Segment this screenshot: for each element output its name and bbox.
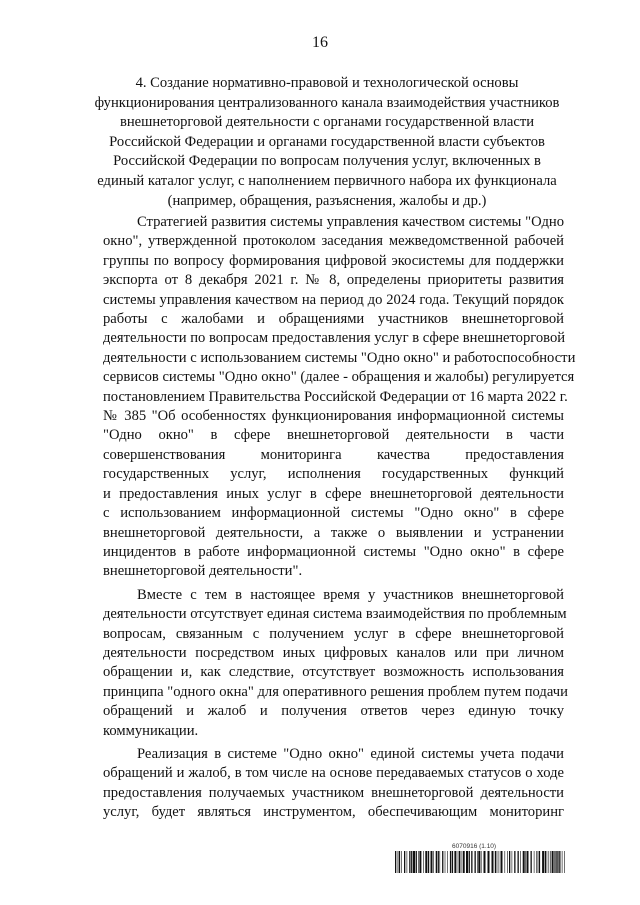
barcode-bar <box>459 851 460 873</box>
barcode-bar <box>518 851 519 873</box>
barcode-bar <box>547 851 548 873</box>
barcode-bar <box>488 851 490 873</box>
barcode-bar <box>545 851 546 873</box>
barcode-bar <box>495 851 496 873</box>
barcode-bar <box>466 851 468 873</box>
body-text <box>103 213 576 827</box>
barcode-bar <box>416 851 417 873</box>
barcode-bar <box>475 851 476 873</box>
page-number: 16 <box>312 34 328 51</box>
paragraph-line: системы управления качеством на период до 2024 года. Текущий порядок <box>103 291 564 308</box>
barcode-bar <box>527 851 529 873</box>
paragraph-line: группы по вопросу формирования цифровой экосистемы для поддержки <box>103 252 564 269</box>
barcode-bar <box>440 851 441 873</box>
barcode-bar <box>477 851 478 873</box>
paragraph-line: услуг, будет являться инструментом, обеспечивающим мониторинг <box>103 804 564 821</box>
barcode-image <box>395 851 565 873</box>
barcode-bar <box>538 851 539 873</box>
barcode-bar <box>471 851 472 873</box>
paragraph-line: государственных услуг, исполнения государственных функций <box>103 466 564 483</box>
barcode-bar <box>523 851 525 873</box>
heading-line: Российской Федерации по вопросам получения услуг, включенных в <box>113 153 541 170</box>
barcode-bar <box>557 851 558 873</box>
barcode-bar <box>552 851 554 873</box>
barcode-bar <box>478 851 480 873</box>
barcode-bar <box>531 851 532 873</box>
barcode-bar <box>509 851 510 873</box>
barcode-bar <box>399 851 400 873</box>
barcode-bar <box>409 851 410 873</box>
barcode-bar <box>407 851 408 873</box>
barcode-bar <box>452 851 453 873</box>
paragraph-line: Вместе с тем в настоящее время у участников внешнеторговой <box>137 586 564 603</box>
barcode-bar <box>428 851 429 873</box>
barcode-bar <box>549 851 550 873</box>
barcode-bar <box>431 851 433 873</box>
heading-line: функционирования централизованного канала взаимодействия участников <box>94 94 560 111</box>
paragraph-line: обращений и жалоб, в том числе на основе передаваемых статусов о ходе <box>103 765 564 782</box>
barcode-bar <box>505 851 506 873</box>
barcode-bar <box>442 851 443 873</box>
barcode-bar <box>512 851 513 873</box>
paragraph-line: № 385 "Об особенностях функционирования информационной системы <box>103 408 564 425</box>
paragraph-line: вопросам, связанным с получением услуг в сфере внешнеторговой <box>103 625 564 642</box>
paragraph-line: деятельности с использованием системы "Одно окно" и работоспособности <box>103 349 576 366</box>
barcode-bar <box>520 851 521 873</box>
barcode-bar <box>445 851 446 873</box>
barcode-bar <box>425 851 427 873</box>
barcode-bar <box>401 851 402 873</box>
barcode-bar <box>559 851 560 873</box>
barcode-bar <box>481 851 482 873</box>
heading-line: единый каталог услуг, с наполнением первичного набора их функционала <box>97 172 557 189</box>
paragraph-line: совершенствования мониторинга качества предоставления <box>103 446 564 463</box>
barcode-bar <box>536 851 537 873</box>
paragraph-line: деятельности посредством иных цифровых каналов или при личном <box>103 644 564 661</box>
paragraph <box>103 586 568 741</box>
barcode-bar <box>436 851 437 873</box>
barcode-bar <box>395 851 396 873</box>
barcode-bar <box>542 851 544 873</box>
barcode-bar <box>501 851 503 873</box>
paragraph-line: сервисов системы "Одно окно" (далее - обращения и жалобы) регулируется <box>103 369 575 386</box>
heading-line: 4. Создание нормативно-правовой и технологической основы <box>135 75 519 91</box>
paragraph <box>103 213 576 582</box>
barcode-bar <box>514 851 515 873</box>
barcode-bar <box>562 851 563 873</box>
paragraph-line: с использованием информационной системы "Одно окно" в сфере <box>103 505 564 522</box>
heading-line: (например, обращения, разъяснения, жалобы и др.) <box>167 192 487 209</box>
paragraph-line: предоставления получаемых участником внешнеторговой деятельности <box>103 784 564 801</box>
paragraph-line: и предоставления иных услуг в сфере внешнеторговой деятельности <box>103 485 564 502</box>
barcode-bar <box>499 851 500 873</box>
paragraph-line: экспорта от 8 декабря 2021 г. № 8, определены приоритеты развития <box>103 272 564 289</box>
barcode-bar <box>539 851 540 873</box>
section-heading <box>90 74 564 211</box>
paragraph-line: постановлением Правительства Российской Федерации от 16 марта 2022 г. <box>103 388 568 405</box>
heading-line: Российской Федерации и органами государственной власти субъектов <box>109 133 545 150</box>
barcode-bar <box>423 851 424 873</box>
barcode-label: 6070916 (1.10) <box>452 843 497 850</box>
paragraph-line: обращений и жалоб и получения ответов через единую точку <box>103 703 564 720</box>
barcode-bar <box>450 851 451 873</box>
barcode-bar <box>438 851 439 873</box>
barcode-bar <box>458 851 459 873</box>
barcode-bar <box>497 851 498 873</box>
heading-line: внешнеторговой деятельности с органами государственной власти <box>119 114 535 131</box>
barcode-bar <box>419 851 421 873</box>
barcode-bar <box>454 851 456 873</box>
barcode-bar <box>507 851 508 873</box>
paragraph-line: Стратегией развития системы управления качеством системы "Одно <box>137 214 564 230</box>
barcode-bar <box>411 851 412 873</box>
barcode-bar <box>404 851 405 873</box>
barcode-bar <box>550 851 551 873</box>
paragraph-line: обращении и, как следствие, отсутствует возможность использования <box>103 664 564 681</box>
barcode-bar <box>554 851 555 873</box>
barcode-bar <box>534 851 535 873</box>
paragraph-line: деятельности по вопросам предоставления услуг в сфере внешнеторговой <box>103 330 566 347</box>
paragraph-line: внешнеторговой деятельности". <box>103 563 303 580</box>
paragraph-line: Реализация в системе "Одно окно" единой системы учета подачи <box>137 745 564 762</box>
paragraph-line: деятельности отсутствует единая система взаимодействия по проблемным <box>103 606 567 623</box>
barcode-bar <box>461 851 462 873</box>
barcode-bar <box>555 851 556 873</box>
paragraph <box>103 745 564 823</box>
barcode-bar <box>484 851 486 873</box>
paragraph-line: работы с жалобами и обращениями участников внешнеторговой <box>103 311 564 328</box>
paragraph-line: инцидентов в работе информационной системы "Одно окно" в сфере <box>103 543 564 560</box>
barcode-bar <box>447 851 448 873</box>
barcode-bar <box>398 851 399 873</box>
barcode-bar <box>418 851 419 873</box>
paragraph-line: принципа "одного окна" для оперативного решения проблем путем подачи <box>103 683 568 700</box>
barcode-bar <box>463 851 465 873</box>
barcode-bar <box>492 851 494 873</box>
barcode-bar <box>564 851 565 873</box>
paragraph-line: "Одно окно" в сфере внешнеторговой деятельности в части <box>103 427 564 444</box>
paragraph-line: окно", утвержденной протоколом заседания межведомственной рабочей <box>103 233 564 250</box>
barcode-bar <box>433 851 434 873</box>
paragraph-line: коммуникации. <box>103 722 199 739</box>
paragraph-line: внешнеторговой деятельности, а также о выявлении и устранении <box>103 524 564 541</box>
barcode-bar <box>413 851 415 873</box>
barcode-bar <box>469 851 470 873</box>
barcode-bar <box>525 851 526 873</box>
